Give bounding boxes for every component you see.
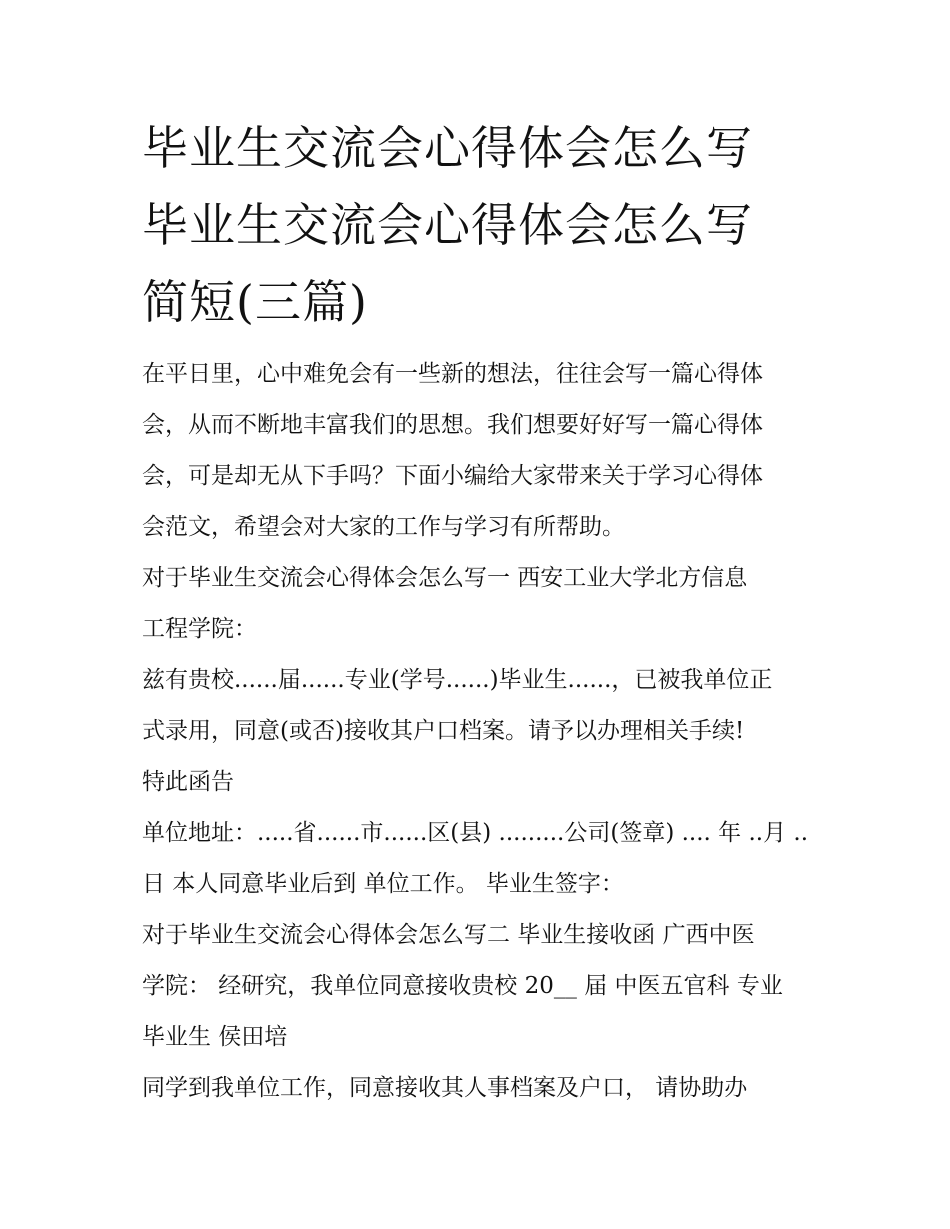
body-line-1: 在平日里，心中难免会有一些新的想法，往往会写一篇心得体 [142,361,763,387]
document-body [142,349,822,1114]
body-line-7: 兹有贵校......届......专业(学号......)毕业生......，已被我单位正 [142,667,773,693]
body-line-8: 式录用，同意(或否)接收其户口档案。请予以办理相关手续! [142,718,745,744]
body-line-15: 同学到我单位工作，同意接收其人事档案及户口， 请协助办 [142,1075,748,1101]
body-line-5: 对于毕业生交流会心得体会怎么写一 西安工业大学北方信息 [142,565,748,591]
document-page [142,110,822,1114]
body-line-11: 日 本人同意毕业后到 单位工作。 毕业生签字： [142,871,624,897]
body-line-12: 对于毕业生交流会心得体会怎么写二 毕业生接收函 广西中医 [142,922,755,948]
body-line-3: 会，可是却无从下手吗？下面小编给大家带来关于学习心得体 [142,463,763,489]
document-title [142,110,822,341]
body-line-4: 会范文，希望会对大家的工作与学习有所帮助。 [142,514,625,540]
body-line-14: 毕业生 侯田培 [142,1024,288,1050]
title-line-3: 简短(三篇) [142,275,368,329]
body-line-2: 会，从而不断地丰富我们的思想。我们想要好好写一篇心得体 [142,412,763,438]
body-line-10: 单位地址：.....省......市......区(县) .........公司(签章) .... 年 ..月 .. [142,820,809,846]
body-line-9: 特此函告 [142,769,234,795]
body-line-13: 学院： 经研究，我单位同意接收贵校 20__ 届 中医五官科 专业 [142,973,783,999]
title-line-2: 毕业生交流会心得体会怎么写 [142,198,753,252]
title-line-1: 毕业生交流会心得体会怎么写 [142,121,753,175]
body-line-6: 工程学院： [142,616,257,642]
